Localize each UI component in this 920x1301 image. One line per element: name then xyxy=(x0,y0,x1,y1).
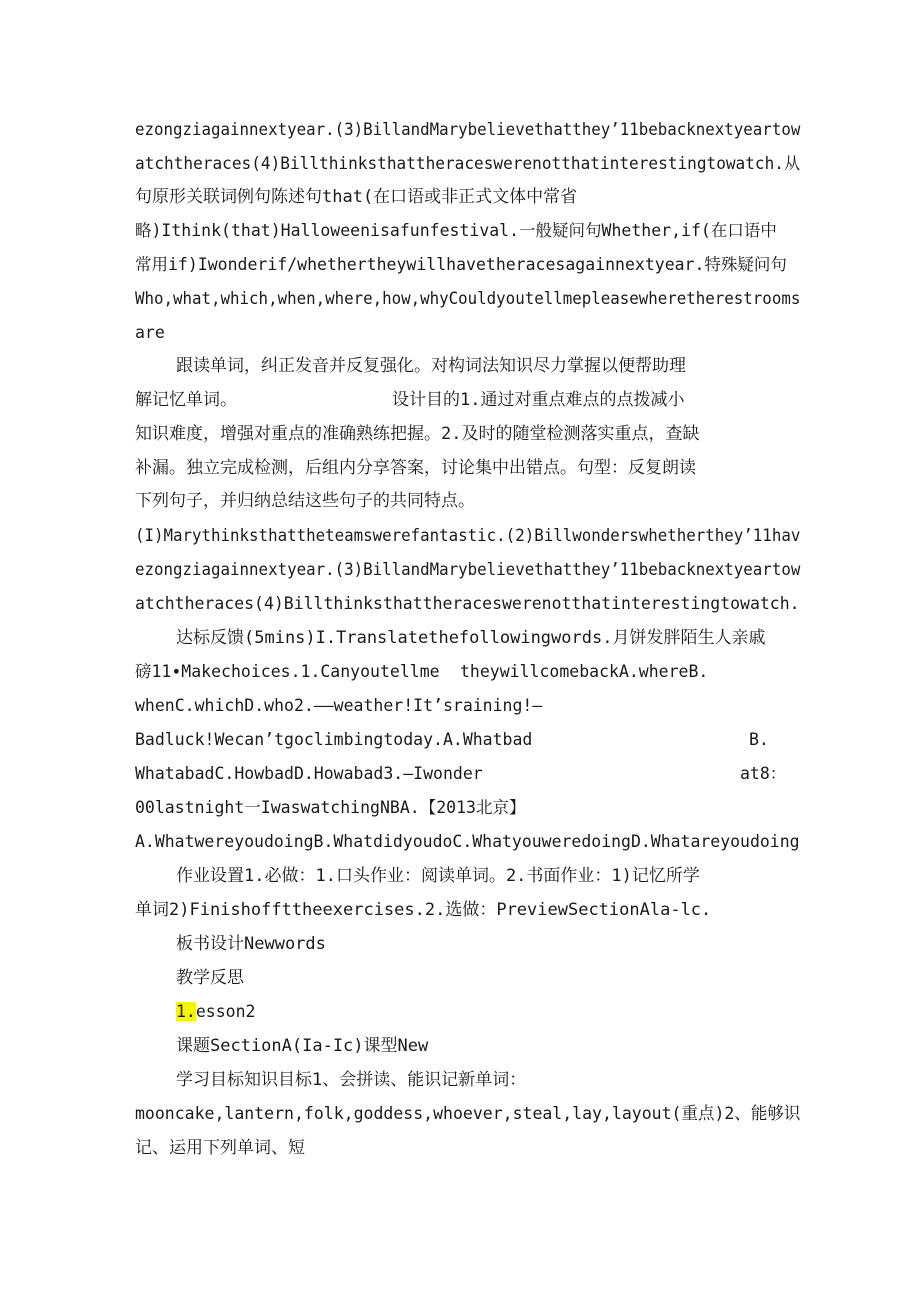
text-line: Badluck!Wecan’tgoclimbingtoday.A.Whatbad xyxy=(135,730,533,749)
text-line: Who,what,which,when,where,how,whyCouldyoutellmepleasewheretherestrooms xyxy=(135,289,801,308)
lesson-heading xyxy=(176,1002,255,1022)
text-line: (I)Marythinksthattheteamswerefantastic.(2)Billwonderswhetherthey’11hav xyxy=(135,526,801,545)
text-line: 达标反馈(5mins)I.Translatethefollowingwords.月饼发胖陌生人亲戚 xyxy=(176,628,766,648)
text-line: WhatabadC.HowbadD.Howabad3.—Iwonder xyxy=(135,764,483,783)
text-line: 下列句子，并归纳总结这些句子的共同特点。 xyxy=(135,491,475,511)
text-line: whenC.whichD.who2.——weather!It’sraining!— xyxy=(135,696,543,715)
text-line: ezongziagainnextyear.(3)BillandMarybelievethatthey’11bebacknextyeartow xyxy=(135,560,801,579)
text-line: 学习目标知识目标1、会拼读、能识记新单词： xyxy=(176,1070,527,1090)
text-line: 课题SectionA(Ia-Ic)课型New xyxy=(176,1036,429,1056)
text-line: 常用if)Iwonderif/whethertheywillhavetheracesagainnextyear.特殊疑问句 xyxy=(135,255,787,274)
text-line: 跟读单词，纠正发音并反复强化。对构词法知识尽力掌握以便帮助理 xyxy=(176,356,686,376)
text-line: 磅11∙Makechoices.1.Canyoutellme xyxy=(135,662,440,681)
highlighted-text: 1. xyxy=(176,1002,196,1021)
text-line: A.WhatwereyoudoingB.WhatdidyoudoC.WhatyouweredoingD.Whatareyoudoing xyxy=(135,832,800,851)
text-line: 教学反思 xyxy=(176,968,244,988)
text-line: are xyxy=(135,323,165,342)
text-line: 单词2)Finishoffttheexercises.2.选做：PreviewSectionAla-lc. xyxy=(135,900,712,920)
text-line: 略)Ithink(that)Halloweenisafunfestival.一般疑问句Whether,if(在口语中 xyxy=(135,221,777,240)
text-line: 知识难度，增强对重点的准确熟练把握。2.及时的随堂检测落实重点，查缺 xyxy=(135,424,700,444)
text-line: theywillcomebackA.whereB. xyxy=(460,662,709,681)
text-line: ezongziagainnextyear.(3)BillandMarybelievethatthey’11bebacknextyeartow xyxy=(135,120,801,139)
text-line: 补漏。独立完成检测，后组内分享答案，讨论集中出错点。句型：反复朗读 xyxy=(135,458,696,478)
text-line: 板书设计Newwords xyxy=(176,934,326,954)
text-line: 作业设置1.必做：1.口头作业：阅读单词。2.书面作业：1)记忆所学 xyxy=(176,866,700,886)
text-line: 记、运用下列单词、短 xyxy=(135,1138,305,1158)
text-line: 句原形关联词例句陈述句that(在口语或非正式文体中常省 xyxy=(135,187,578,207)
lesson-heading-text: esson2 xyxy=(195,1002,256,1021)
text-line: B. xyxy=(749,730,769,749)
text-line: 解记忆单词。 xyxy=(135,390,237,410)
text-line: 00lastnight一IwaswatchingNBA.【2013北京】 xyxy=(135,798,526,817)
text-line: 设计目的1.通过对重点难点的点拨减小 xyxy=(392,390,685,410)
text-line: atchtheraces(4)Billthinksthattheraceswerenotthatinterestingtowatch.从 xyxy=(135,154,801,173)
text-line: mooncake,lantern,folk,goddess,whoever,steal,lay,layout(重点)2、能够识 xyxy=(135,1104,801,1124)
text-line: at8： xyxy=(740,764,787,783)
text-line: atchtheraces(4)Billthinksthattheraceswerenotthatinterestingtowatch. xyxy=(135,594,800,613)
